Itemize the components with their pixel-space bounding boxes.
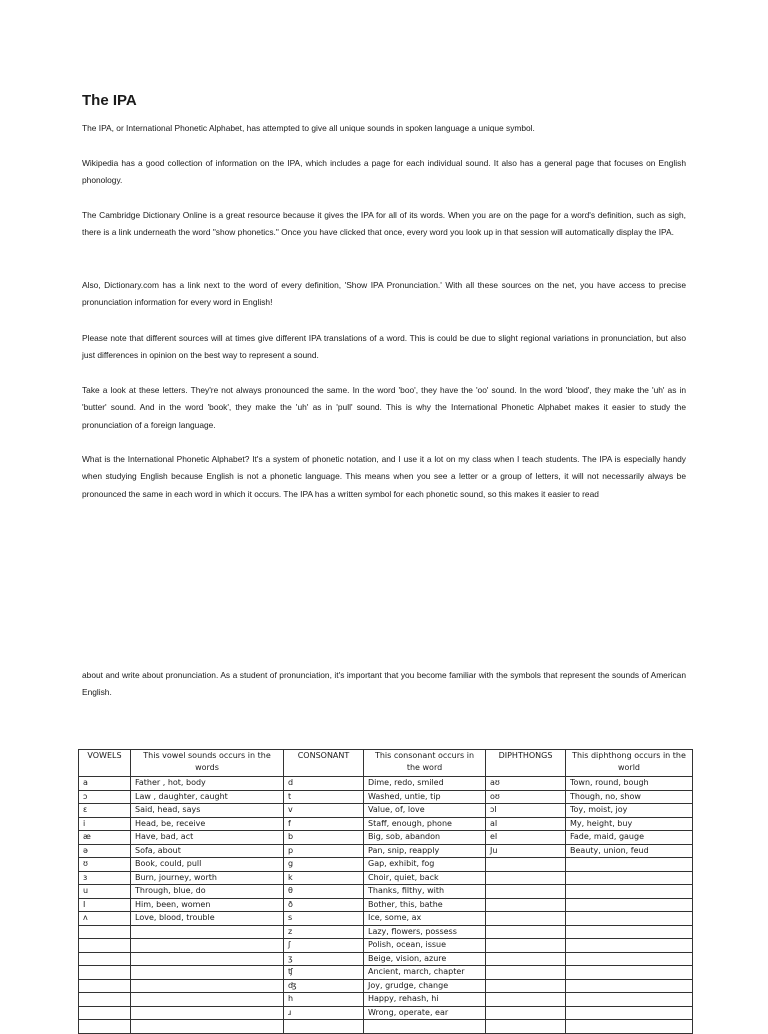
vowel-examples [131,993,284,1007]
vowel-symbol [79,952,131,966]
page-title: The IPA [82,92,137,109]
diphthong-examples [566,925,693,939]
diphthong-symbol [486,912,566,926]
consonant-symbol: ð [284,898,364,912]
table-row [79,1020,693,1034]
diphthong-examples: Fade, maid, gauge [566,831,693,845]
diphthong-examples [566,952,693,966]
consonant-examples: Wrong, operate, ear [364,1006,486,1020]
table-row [79,790,693,804]
vowel-examples: Have, bad, act [131,831,284,845]
table-row [79,858,693,872]
diphthong-examples [566,939,693,953]
paragraph: about and write about pronunciation. As a student of pronunciation, it's important that you become familiar with the symbols that represent the sounds of American English. [82,670,686,698]
diphthong-symbol [486,979,566,993]
table-row [79,952,693,966]
consonant-symbol: h [284,993,364,1007]
table-row [79,939,693,953]
consonant-symbol: v [284,804,364,818]
diphthong-symbol: ɔI [486,804,566,818]
paragraph: The IPA, or International Phonetic Alphabet, has attempted to give all unique sounds in spoken language a unique symbol. [82,123,535,133]
diphthong-examples: My, height, buy [566,817,693,831]
vowel-examples [131,966,284,980]
diphthong-examples [566,966,693,980]
vowel-symbol: ɛ [79,804,131,818]
header-diphthong-words: This diphthong occurs in the world [566,750,693,777]
consonant-examples: Lazy, flowers, possess [364,925,486,939]
vowel-examples: Book, could, pull [131,858,284,872]
consonant-examples: Choir, quiet, back [364,871,486,885]
diphthong-symbol [486,885,566,899]
ipa-table [78,749,693,1034]
header-diphthongs: DIPHTHONGS [486,750,566,777]
vowel-symbol [79,1006,131,1020]
vowel-symbol [79,939,131,953]
consonant-symbol: f [284,817,364,831]
table-row [79,925,693,939]
diphthong-examples [566,871,693,885]
header-vowel-words: This vowel sounds occurs in the words [131,750,284,777]
vowel-symbol: æ [79,831,131,845]
vowel-examples: Sofa, about [131,844,284,858]
vowel-examples: Law , daughter, caught [131,790,284,804]
diphthong-symbol [486,1006,566,1020]
consonant-symbol: ʒ [284,952,364,966]
consonant-symbol: z [284,925,364,939]
vowel-examples [131,952,284,966]
table-row [79,898,693,912]
vowel-symbol: i [79,817,131,831]
vowel-symbol: I [79,898,131,912]
table-row [79,912,693,926]
header-consonant: CONSONANT [284,750,364,777]
consonant-symbol: p [284,844,364,858]
diphthong-symbol [486,898,566,912]
vowel-examples [131,939,284,953]
consonant-symbol: d [284,777,364,791]
consonant-examples: Staff, enough, phone [364,817,486,831]
vowel-symbol: ʌ [79,912,131,926]
diphthong-examples [566,1006,693,1020]
ipa-table-body [79,777,693,1034]
diphthong-examples [566,898,693,912]
consonant-examples: Ancient, march, chapter [364,966,486,980]
consonant-symbol: ʃ [284,939,364,953]
header-consonant-words: This consonant occurs in the word [364,750,486,777]
consonant-examples: Thanks, filthy, with [364,885,486,899]
diphthong-examples: Though, no, show [566,790,693,804]
consonant-symbol: θ [284,885,364,899]
table-row [79,817,693,831]
diphthong-symbol [486,993,566,1007]
vowel-symbol: ʊ [79,858,131,872]
vowel-symbol: u [79,885,131,899]
vowel-examples [131,925,284,939]
diphthong-examples [566,993,693,1007]
diphthong-examples: Toy, moist, joy [566,804,693,818]
consonant-examples: Big, sob, abandon [364,831,486,845]
vowel-examples: Through, blue, do [131,885,284,899]
vowel-symbol: a [79,777,131,791]
vowel-examples: Love, blood, trouble [131,912,284,926]
paragraph: Please note that different sources will at times give different IPA translations of a word. This is could be due to slight regional variations in pronunciation, but also just differences in opinion on the best way to represent a sound. [82,333,686,361]
diphthong-symbol: aʊ [486,777,566,791]
consonant-examples: Pan, snip, reapply [364,844,486,858]
consonant-examples [364,1020,486,1034]
consonant-symbol: g [284,858,364,872]
consonant-examples: Ice, some, ax [364,912,486,926]
table-row [79,979,693,993]
consonant-symbol: k [284,871,364,885]
vowel-examples [131,979,284,993]
table-row [79,844,693,858]
consonant-examples: Value, of, love [364,804,486,818]
table-row [79,804,693,818]
vowel-examples: Burn, journey, worth [131,871,284,885]
diphthong-symbol [486,925,566,939]
vowel-symbol [79,925,131,939]
vowel-examples: Him, been, women [131,898,284,912]
consonant-examples: Joy, grudge, change [364,979,486,993]
consonant-symbol: ɹ [284,1006,364,1020]
table-row [79,885,693,899]
diphthong-symbol: Ju [486,844,566,858]
table-row [79,777,693,791]
diphthong-symbol: eI [486,831,566,845]
vowel-symbol [79,966,131,980]
consonant-examples: Polish, ocean, issue [364,939,486,953]
diphthong-symbol [486,939,566,953]
diphthong-symbol [486,952,566,966]
paragraph: Take a look at these letters. They're not always pronounced the same. In the word 'boo', they have the 'oo' sound. In the word 'blood', they make the 'uh' as in 'butter' sound. And in the word 'book', they make the 'uh' as in 'pull' sound. This is why the International Phonetic Alphabet makes it easier to study the pronunciation of a foreign language. [82,385,686,430]
vowel-symbol [79,1020,131,1034]
vowel-symbol [79,979,131,993]
vowel-examples: Father , hot, body [131,777,284,791]
table-row [79,831,693,845]
consonant-examples: Dime, redo, smiled [364,777,486,791]
diphthong-examples [566,912,693,926]
diphthong-examples [566,885,693,899]
diphthong-symbol [486,966,566,980]
vowel-symbol [79,993,131,1007]
consonant-examples: Beige, vision, azure [364,952,486,966]
diphthong-symbol: aI [486,817,566,831]
consonant-examples: Bother, this, bathe [364,898,486,912]
vowel-symbol: ə [79,844,131,858]
consonant-examples: Washed, untie, tip [364,790,486,804]
consonant-symbol: b [284,831,364,845]
paragraph: The Cambridge Dictionary Online is a great resource because it gives the IPA for all of its words. When you are on the page for a word's definition, such as sigh, there is a link underneath the word "show phonetics." Once you have clicked that once, every word you look up in that session will automatically display the IPA. [82,210,686,238]
paragraph: Wikipedia has a good collection of information on the IPA, which includes a page for each individual sound. It also has a general page that focuses on English phonology. [82,158,686,186]
diphthong-symbol [486,1020,566,1034]
diphthong-examples: Beauty, union, feud [566,844,693,858]
consonant-symbol: s [284,912,364,926]
table-row [79,966,693,980]
diphthong-examples: Town, round, bough [566,777,693,791]
consonant-symbol: ʤ [284,979,364,993]
paragraph: What is the International Phonetic Alphabet? It's a system of phonetic notation, and I use it a lot on my class when I teach students. The IPA is especially handy when studying English because English is not a phonetic language. This means when you see a letter or a group of letters, it will not necessarily always be pronounced the same in each word in which it occurs. The IPA has a written symbol for each phonetic sound, so this makes it easier to read [82,454,686,499]
paragraph: Also, Dictionary.com has a link next to the word of every definition, 'Show IPA Pronunciation.' With all these sources on the net, you have access to precise pronunciation information for every word in English! [82,280,686,308]
vowel-examples: Head, be, receive [131,817,284,831]
consonant-examples: Gap, exhibit, fog [364,858,486,872]
consonant-symbol: t [284,790,364,804]
diphthong-examples [566,858,693,872]
table-row [79,993,693,1007]
table-header-row [79,750,693,777]
table-row [79,871,693,885]
table-row [79,1006,693,1020]
diphthong-examples [566,1020,693,1034]
diphthong-symbol [486,858,566,872]
diphthong-examples [566,979,693,993]
vowel-examples: Said, head, says [131,804,284,818]
vowel-examples [131,1020,284,1034]
vowel-examples [131,1006,284,1020]
consonant-examples: Happy, rehash, hi [364,993,486,1007]
diphthong-symbol: oʊ [486,790,566,804]
vowel-symbol: ɜ [79,871,131,885]
diphthong-symbol [486,871,566,885]
vowel-symbol: ɔ [79,790,131,804]
consonant-symbol: ʧ [284,966,364,980]
consonant-symbol [284,1020,364,1034]
header-vowels: VOWELS [79,750,131,777]
